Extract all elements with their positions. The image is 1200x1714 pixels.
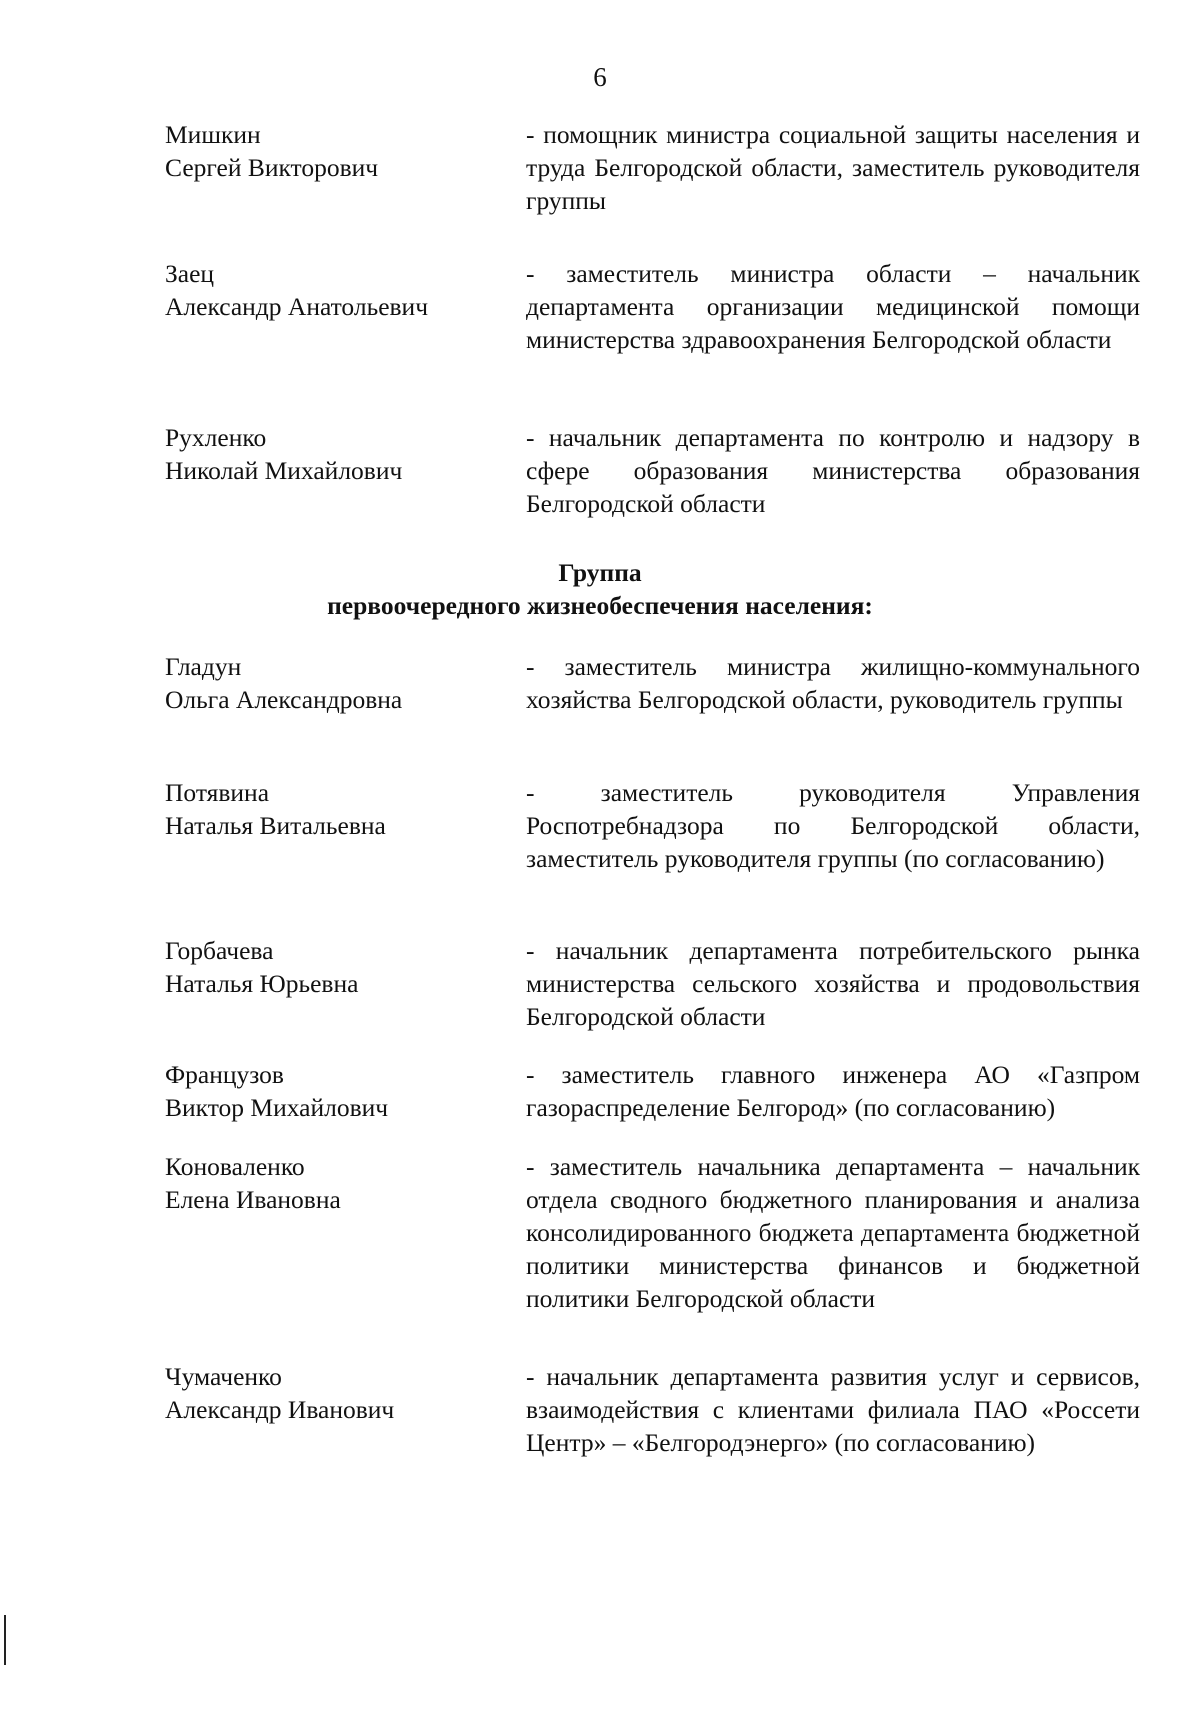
member-surname: Французов: [165, 1060, 284, 1089]
member-given-name: Николай Михайлович: [165, 456, 403, 485]
member-surname: Мишкин: [165, 120, 261, 149]
member-given-name: Виктор Михайлович: [165, 1093, 389, 1122]
member-given-name: Наталья Витальевна: [165, 811, 386, 840]
member-position: - заместитель министра области – начальник департамента организации медицинской помощи министерства здравоохранения Белгородской области: [526, 259, 1140, 354]
member-position: - заместитель главного инженера АО «Газпром газораспределение Белгород» (по согласованию): [526, 1060, 1140, 1122]
page-number: 6: [593, 62, 607, 92]
member-name: [165, 1150, 505, 1216]
member-surname: Потявина: [165, 778, 270, 807]
member-given-name: Наталья Юрьевна: [165, 969, 359, 998]
member-position: - заместитель руководителя Управления Роспотребнадзора по Белгородской области, заместитель руководителя группы (по согласованию): [526, 778, 1140, 873]
member-name: [165, 257, 505, 323]
member-name: [165, 1360, 505, 1426]
member-position: - начальник департамента потребительского рынка министерства сельского хозяйства и продовольствия Белгородской области: [526, 936, 1140, 1031]
member-position: - начальник департамента развития услуг и сервисов, взаимодействия с клиентами филиала ПАО «Россети Центр» – «Белгородэнерго» (по согласованию): [526, 1362, 1140, 1457]
section-heading: [0, 556, 1200, 622]
member-position: - заместитель министра жилищно-коммунального хозяйства Белгородской области, руководитель группы: [526, 652, 1140, 714]
member-position: - помощник министра социальной защиты населения и труда Белгородской области, заместитель руководителя группы: [526, 120, 1140, 215]
member-position: - начальник департамента по контролю и надзору в сфере образования министерства образования Белгородской области: [526, 423, 1140, 518]
member-given-name: Елена Ивановна: [165, 1185, 341, 1214]
member-surname: Заец: [165, 259, 215, 288]
scan-margin-mark: [4, 1615, 6, 1665]
member-position: - заместитель начальника департамента – начальник отдела сводного бюджетного планирования и анализа консолидированного бюджета департамента бюджетной политики министерства финансов и бюджетной политики Белгородской области: [526, 1152, 1140, 1313]
member-given-name: Сергей Викторович: [165, 153, 379, 182]
member-surname: Гладун: [165, 652, 242, 681]
member-name: [165, 1058, 505, 1124]
member-given-name: Александр Иванович: [165, 1395, 395, 1424]
member-name: [165, 118, 505, 184]
member-given-name: Александр Анатольевич: [165, 292, 429, 321]
member-surname: Горбачева: [165, 936, 274, 965]
member-surname: Чумаченко: [165, 1362, 282, 1391]
member-surname: Рухленко: [165, 423, 267, 452]
member-name: [165, 650, 505, 716]
member-name: [165, 934, 505, 1000]
member-surname: Коноваленко: [165, 1152, 305, 1181]
member-name: [165, 421, 505, 487]
member-name: [165, 776, 505, 842]
member-given-name: Ольга Александровна: [165, 685, 403, 714]
section-title: Группа: [558, 558, 642, 587]
section-subtitle: первоочередного жизнеобеспечения населения:: [327, 591, 873, 620]
